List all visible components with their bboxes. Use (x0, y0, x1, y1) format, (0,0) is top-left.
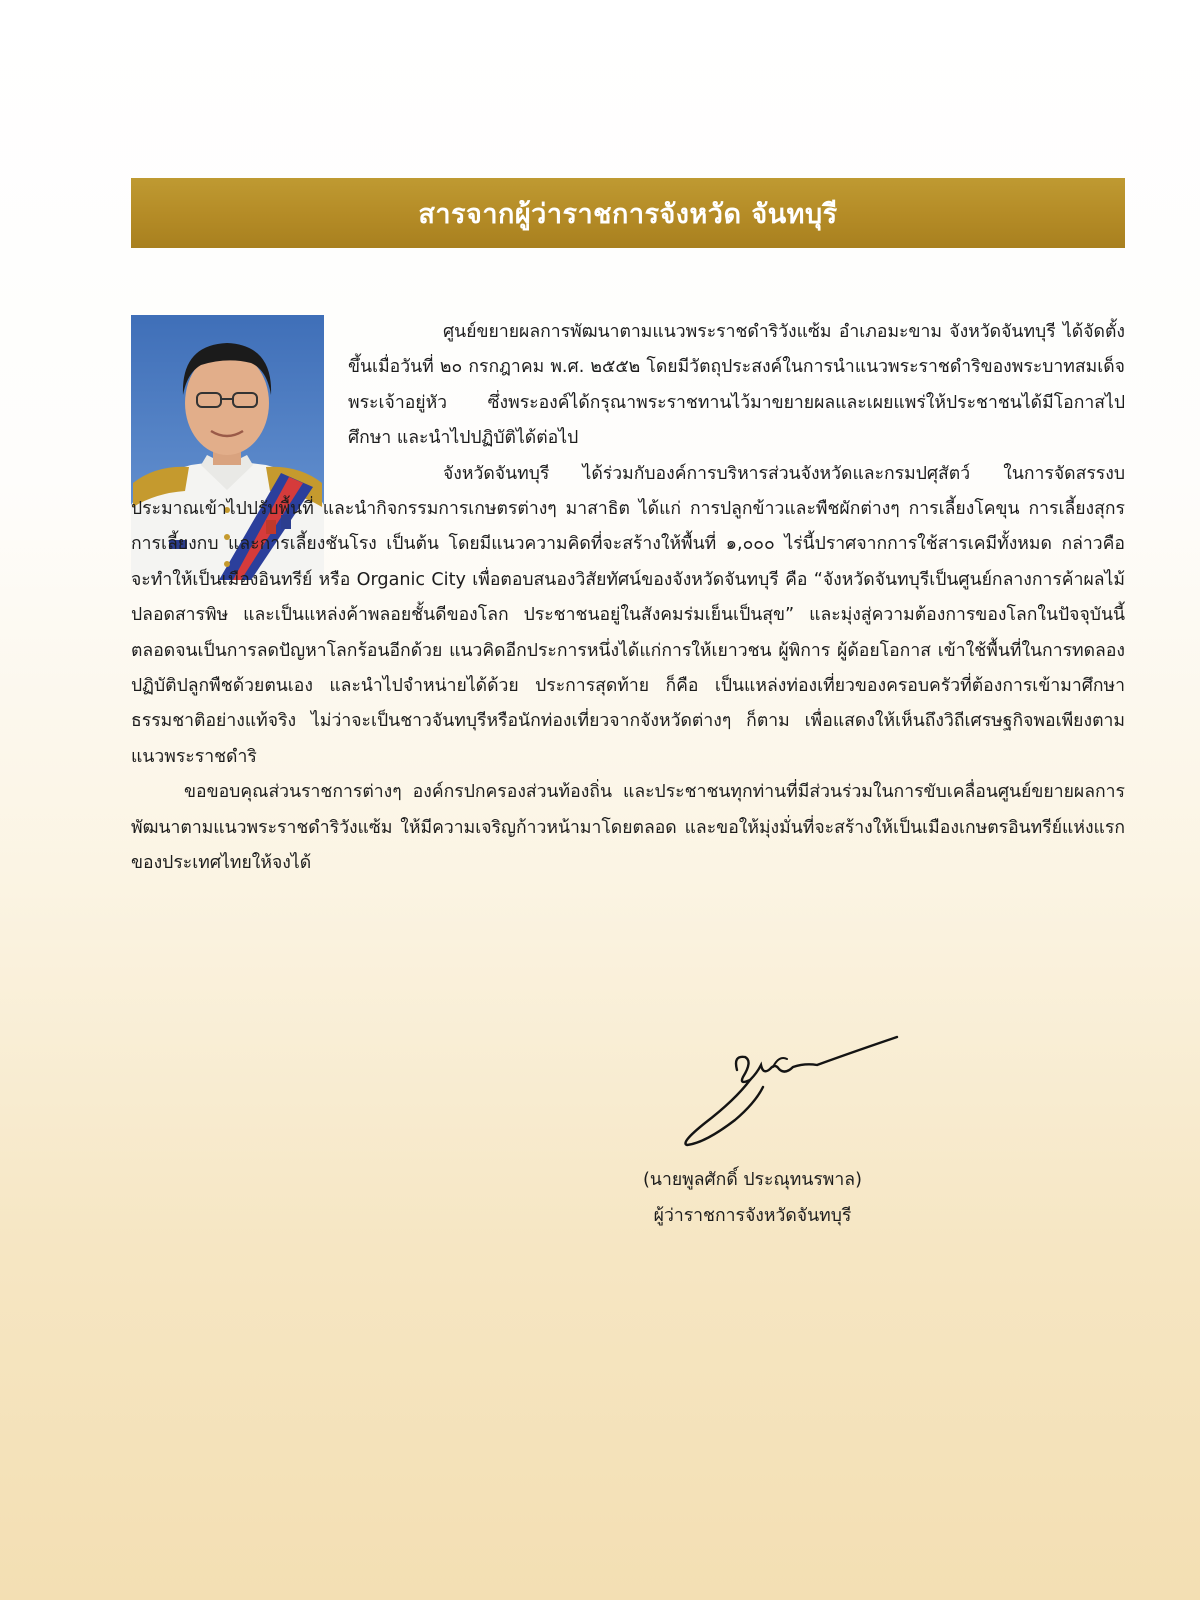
paragraph-1: ศูนย์ขยายผลการพัฒนาตามแนวพระราชดำริวังแซ้ม อำเภอมะขาม จังหวัดจันทบุรี ได้จัดตั้งขึ้นเมื่อวันที่ ๒๐ กรกฎาคม พ.ศ. ๒๕๕๒ โดยมีวัตถุประสงค์ในการนำแนวพระราชดำริของพระบาทสมเด็จพระเจ้าอยู่หัว ซึ่งพระองค์ได้กรุณาพระราชทานไว้มาขยายผลและเผยแพร่ให้ประชาชนได้มีโอกาสไปศึกษา และนำไปปฏิบัติได้ต่อไป (348, 322, 1125, 449)
handwritten-signature (675, 1025, 915, 1150)
paragraph-3: ขอขอบคุณส่วนราชการต่างๆ องค์กรปกครองส่วนท้องถิ่น และประชาชนทุกท่านที่มีส่วนร่วมในการขับเคลื่อนศูนย์ขยายผลการพัฒนาตามแนวพระราชดำริวังแซ้ม ให้มีความเจริญก้าวหน้ามาโดยตลอด และขอให้มุ่งมั่นที่จะสร้างให้เป็นเมืองเกษตรอินทรีย์แห่งแรกของประเทศไทยให้จงได้ (131, 782, 1125, 874)
title-banner (131, 178, 1125, 248)
page-title: สารจากผู้ว่าราชการจังหวัด จันทบุรี (418, 198, 838, 230)
signatory-name: (นายพูลศักดิ์ ประณุทนรพาล) (643, 1170, 862, 1190)
letter-body (131, 315, 1125, 882)
paragraph-2-text: จังหวัดจันทบุรี ได้ร่วมกับองค์การบริหารส่วนจังหวัดและกรมปศุสัตว์ ในการจัดสรรงบประมาณเข้าไปปรับพื้นที่ และนำกิจกรรมการเกษตรต่างๆ มาสาธิต ได้แก่ การปลูกข้าวและพืชผักต่างๆ การเลี้ยงโคขุน การเลี้ยงสุกร การเลี้ยงกบ และการเลี้ยงชันโรง เป็นต้น โดยมีแนวความคิดที่จะสร้างให้พื้นที่ ๑,๐๐๐ ไร่นี้ปราศจากการใช้สารเคมีทั้งหมด กล่าวคือ จะทำให้เป็นเมืองอินทรีย์ หรือ Organic City เพื่อตอบสนองวิสัยทัศน์ของจังหวัดจันทบุรี คือ “จังหวัดจันทบุรีเป็นศูนย์กลางการค้าผลไม้ปลอดสารพิษ และเป็นแหล่งค้าพลอยชั้นดีของโลก ประชาชนอยู่ในสังคมร่มเย็นเป็นสุข” และมุ่งสู่ความต้องการของโลกในปัจจุบันนี้ ตลอดจนเป็นการลดปัญหาโลกร้อนอีกด้วย แนวคิดอีกประการหนึ่งได้แก่การให้เยาวชน ผู้พิการ ผู้ด้อยโอกาส เข้าใช้พื้นที่ในการทดลองปฏิบัติปลูกพืชด้วยตนเอง และนำไปจำหน่ายได้ด้วย ประการสุดท้าย ก็คือ เป็นแหล่งท่องเที่ยวของครอบครัวที่ต้องการเข้ามาศึกษาธรรมชาติอย่างแท้จริง ไม่ว่าจะเป็นชาวจันทบุรีหรือนักท่องเที่ยวจากจังหวัดต่างๆ ก็ตาม เพื่อแสดงให้เห็นถึงวิถีเศรษฐกิจพอเพียงตามแนวพระราชดำริ (131, 463, 1125, 767)
signatory-position: ผู้ว่าราชการจังหวัดจันทบุรี (653, 1206, 852, 1226)
paragraph-2 (131, 457, 1125, 776)
